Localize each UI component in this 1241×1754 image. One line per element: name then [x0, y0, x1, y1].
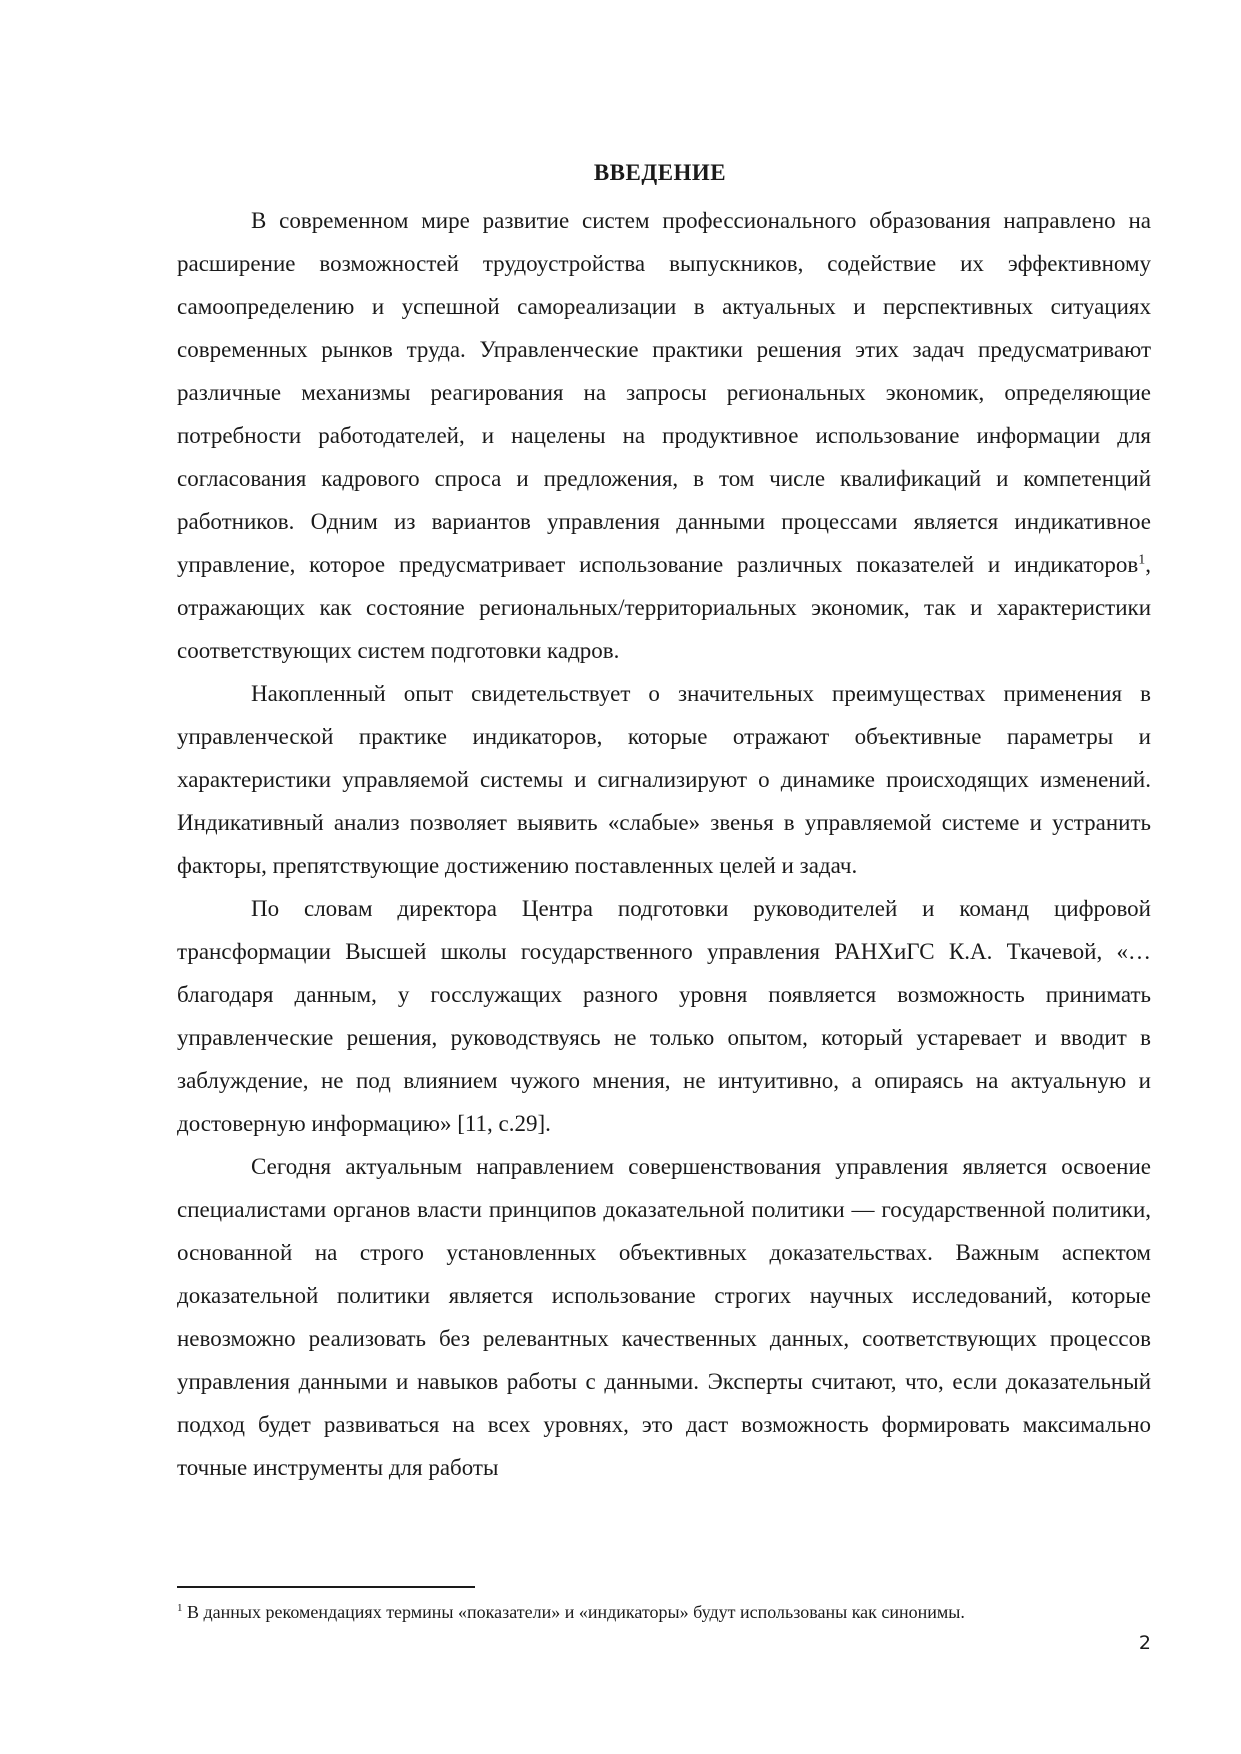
paragraph-2: Накопленный опыт свидетельствует о значительных преимуществах применения в управленческой практике индикаторов, которые отражают объективные параметры и характеристики управляемой системы и сигнализируют о динамике происходящих изменений. Индикативный анализ позволяет выявить «слабые» звенья в управляемой системе и устранить факторы, препятствующие достижению поставленных целей и задач. — [177, 681, 1151, 878]
paragraph-1-after: , отражающих как состояние региональных/территориальных экономик, так и характеристики соответствующих систем подготовки кадров. — [177, 552, 1151, 663]
paragraph-1 — [177, 199, 1151, 672]
footnote-reference: 1 — [1138, 552, 1146, 568]
footnote-marker: 1 — [177, 1602, 183, 1614]
page-number: 2 — [1138, 1632, 1151, 1654]
paragraph-4: Сегодня актуальным направлением совершенствования управления является освоение специалистами органов власти принципов доказательной политики — государственной политики, основанной на строго установленных объективных доказательствах. Важным аспектом доказательной политики является использование строгих научных исследований, которые невозможно реализовать без релевантных качественных данных, соответствующих процессов управления данными и навыков работы с данными. Эксперты считают, что, если доказательный подход будет развиваться на всех уровнях, это даст возможность формировать максимально точные инструменты для работы — [177, 1154, 1151, 1480]
paragraph-1-before: В современном мире развитие систем профессионального образования направлено на расширение возможностей трудоустройства выпускников, содействие их эффективному самоопределению и успешной самореализации в актуальных и перспективных ситуациях современных рынков труда. Управленческие практики решения этих задач предусматривают различные механизмы реагирования на запросы региональных экономик, определяющие потребности работодателей, и нацелены на продуктивное использование информации для согласования кадрового спроса и предложения, в том числе квалификаций и компетенций работников. Одним из вариантов управления данными процессами является индикативное управление, которое предусматривает использование различных показателей и индикаторов — [177, 208, 1151, 577]
body-text — [177, 199, 1151, 1489]
paragraph-3: По словам директора Центра подготовки руководителей и команд цифровой трансформации Высшей школы государственного управления РАНХиГС К.А. Ткачевой, «… благодаря данным, у госслужащих разного уровня появляется возможность принимать управленческие решения, руководствуясь не только опытом, который устаревает и вводит в заблуждение, не под влиянием чужого мнения, не интуитивно, а опираясь на актуальную и достоверную информацию» [11, с.29]. — [177, 896, 1151, 1136]
section-heading: ВВЕДЕНИЕ — [593, 160, 727, 185]
footnote-separator — [177, 1586, 475, 1588]
footnote-text: В данных рекомендациях термины «показатели» и «индикаторы» будут использованы как синонимы. — [182, 1602, 965, 1622]
footnote — [177, 1600, 1151, 1624]
